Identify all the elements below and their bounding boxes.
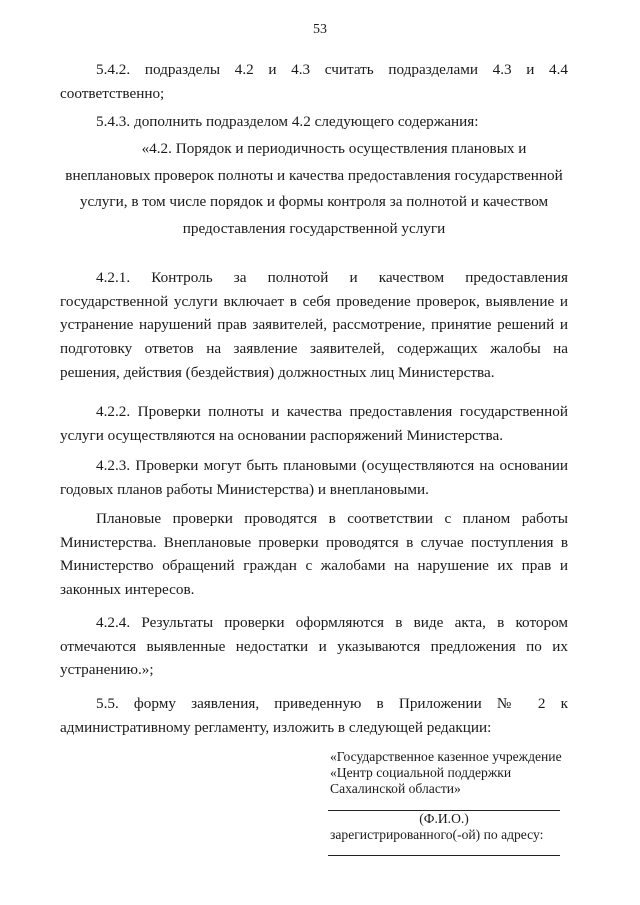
paragraph-5-4-2-line1: 5.4.2. подразделы 4.2 и 4.3 считать подразделами 4.3 и 4.4: [96, 61, 568, 78]
paragraph-5-5: 5.5. форму заявления, приведенную в Приложении № 2 к административному регламенту, изложить в следующей редакции:: [60, 695, 568, 736]
heading-line1: «4.2. Порядок и периодичность осуществления плановых и: [141, 140, 527, 157]
addressee-line1: «Государственное казенное учреждение: [330, 749, 562, 764]
paragraph-4-2-1: 4.2.1. Контроль за полнотой и качеством предоставления государственной услуги включает в себя проведение проверок, выявление и устранение нарушений прав заявителей, рассмотрение, принятие решений и подготовку ответов на заявление заявителей, содержащих жалобы на решения, действия (бездействия) должностных лиц Министерства.: [60, 269, 568, 381]
heading-line3: услуги, в том числе порядок и формы контроля за полнотой и качеством: [79, 193, 549, 210]
paragraph-planned-inspections: Плановые проверки проводятся в соответствии с планом работы Министерства. Внеплановые проверки проводятся в случае поступления в Министерство обращений граждан с жалобами на нарушение их прав и законных интересов.: [60, 510, 568, 599]
paragraph-5-4-2: [60, 58, 568, 105]
addressee-line2: «Центр социальной поддержки: [330, 765, 512, 781]
registered-address-label: зарегистрированного(-ой) по адресу:: [330, 827, 544, 842]
paragraph-5-4-2-line2: соответственно;: [60, 84, 165, 102]
heading-line4: предоставления государственной услуги: [182, 219, 446, 237]
addressee-block: [330, 749, 566, 798]
fio-label: (Ф.И.О.): [419, 811, 469, 826]
paragraph-4-2-4: 4.2.4. Результаты проверки оформляются в виде акта, в котором отмечаются выявленные недостатки и указываются предложения по их устранению.»;: [60, 614, 568, 679]
address-underline: [328, 855, 560, 856]
paragraph-5-4-3: 5.4.3. дополнить подразделом 4.2 следующего содержания:: [96, 113, 479, 130]
heading-line2: внеплановых проверок полноты и качества предоставления государственной: [65, 166, 563, 184]
section-heading-4-2: [60, 136, 568, 242]
paragraph-4-2-2: 4.2.2. Проверки полноты и качества предоставления государственной услуги осуществляются на основании распоряжений Министерства.: [60, 403, 568, 444]
paragraph-4-2-3: 4.2.3. Проверки могут быть плановыми (осуществляются на основании годовых планов работы Министерства) и внеплановыми.: [60, 457, 568, 498]
addressee-line3: Сахалинской области»: [330, 781, 461, 797]
page-number: 53: [313, 22, 327, 37]
